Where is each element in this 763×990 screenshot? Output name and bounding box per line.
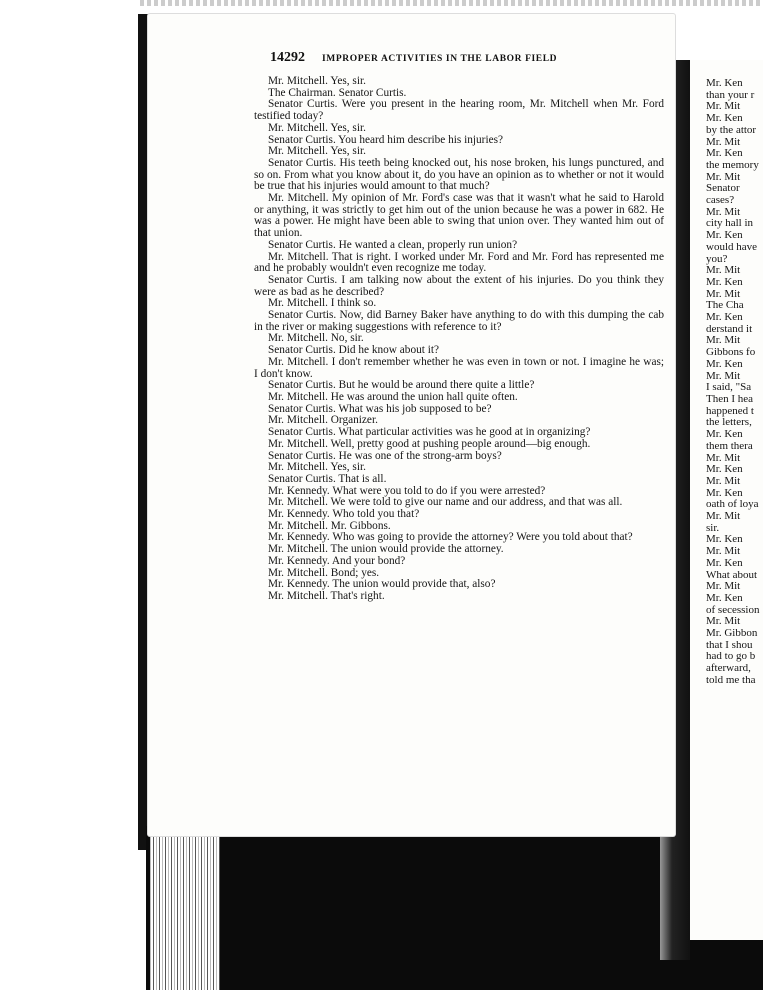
paragraph: Mr. Mitchell. I don't remember whether he was even in town or not. I imagine he was; I don't know.	[254, 355, 664, 380]
right-page	[690, 60, 763, 940]
paragraph: Mr. Kennedy. The union would provide that, also?	[268, 578, 496, 591]
line-fragment: Mr. Mit	[706, 615, 741, 628]
paragraph: Mr. Mitchell. Organizer.	[268, 414, 378, 427]
paragraph: Mr. Mitchell. We were told to give our name and our address, and that was all.	[268, 496, 623, 509]
line-fragment: I said, "Sa	[706, 381, 752, 394]
paragraph: Senator Curtis. What particular activities was he good at in organizing?	[268, 426, 591, 439]
line-fragment: Mr. Ken	[706, 275, 743, 288]
paragraph: Mr. Mitchell. I think so.	[268, 297, 377, 310]
line-fragment: Mr. Ken	[706, 311, 743, 324]
line-fragment: Mr. Mit	[706, 510, 741, 523]
line-fragment: cases?	[706, 194, 735, 207]
line-fragment: Mr. Ken	[706, 463, 743, 476]
line-fragment: Mr. Mit	[706, 205, 741, 218]
line-fragment: the letters,	[706, 416, 752, 429]
line-fragment: Mr. Ken	[706, 533, 743, 546]
line-fragment: Mr. Ken	[706, 112, 743, 125]
right-page-column	[706, 78, 763, 687]
paragraph: Senator Curtis. Were you present in the hearing room, Mr. Mitchell when Mr. Ford testified today?	[254, 98, 664, 123]
line-fragment: by the attor	[706, 123, 757, 136]
line-fragment: them thera	[706, 439, 753, 452]
line-fragment: Mr. Ken	[706, 357, 743, 370]
scan-border	[138, 14, 148, 850]
line-fragment: Mr. Ken	[706, 486, 743, 499]
paragraph: Mr. Kennedy. Who was going to provide the attorney? Were you told about that?	[268, 531, 633, 544]
book-binding	[150, 820, 220, 990]
line-fragment: Gibbons fo	[706, 346, 756, 359]
scan-margin	[0, 0, 140, 990]
paragraph: Mr. Mitchell. He was around the union hall quite often.	[268, 390, 518, 403]
paragraph: Senator Curtis. That is all.	[268, 472, 387, 485]
line-fragment: Mr. Ken	[706, 229, 743, 242]
line-fragment: Mr. Ken	[706, 428, 743, 441]
page-header	[270, 50, 670, 66]
paragraph: Mr. Mitchell. Yes, sir.	[268, 461, 366, 474]
left-page	[148, 14, 675, 836]
paragraph: Mr. Mitchell. Yes, sir.	[268, 145, 366, 158]
line-fragment: What about	[706, 568, 758, 581]
line-fragment: Mr. Mit	[706, 135, 741, 148]
line-fragment: would have	[706, 240, 758, 253]
paragraph: Mr. Kennedy. Who told you that?	[268, 508, 420, 521]
line-fragment: oath of loya	[706, 498, 759, 511]
line-fragment: Mr. Mit	[706, 451, 741, 464]
paragraph: Mr. Mitchell. My opinion of Mr. Ford's case was that it wasn't what he said to Harold or anything, it was strictly to get him out of the union because he was a power in 682. He was a power. He might have been able to swing that union over. They wanted him out of that union.	[254, 192, 664, 240]
line-fragment: derstand it	[706, 322, 753, 335]
running-title: IMPROPER ACTIVITIES IN THE LABOR FIELD	[322, 54, 558, 64]
paragraph: Senator Curtis. You heard him describe his injuries?	[268, 133, 504, 146]
paragraph: Mr. Mitchell. Yes, sir.	[268, 121, 366, 134]
line-fragment: happened t	[706, 404, 754, 417]
line-fragment: city hall in	[706, 217, 754, 230]
paragraph: Mr. Mitchell. Yes, sir.	[268, 75, 366, 87]
line-fragment: Mr. Ken	[706, 556, 743, 569]
paragraph: Senator Curtis. Did he know about it?	[268, 344, 439, 357]
paragraph: Mr. Mitchell. No, sir.	[268, 332, 364, 345]
line-fragment: Mr. Gibbon	[706, 627, 758, 640]
line-fragment: The Cha	[706, 299, 744, 312]
paragraph: Mr. Mitchell. Well, pretty good at pushing people around—big enough.	[268, 437, 591, 450]
paragraph: Senator Curtis. His teeth being knocked out, his nose broken, his lungs punctured, and so on. From what you know about it, do you have an opinion as to whether or not it would be true that his injuries would amount to that much?	[254, 156, 664, 193]
paragraph: Mr. Mitchell. That is right. I worked under Mr. Ford and Mr. Ford has represented me and he probably wouldn't even recognize me today.	[254, 250, 664, 275]
line-fragment: Mr. Ken	[706, 591, 743, 604]
transcript-body	[254, 76, 664, 603]
line-fragment: that I shou	[706, 638, 753, 651]
paragraph: Mr. Kennedy. What were you told to do if you were arrested?	[268, 484, 546, 497]
paragraph: Mr. Kennedy. And your bond?	[268, 554, 406, 567]
paragraph: Mr. Mitchell. Mr. Gibbons.	[268, 519, 391, 532]
paragraph: Senator Curtis. He was one of the strong-arm boys?	[268, 449, 502, 462]
line-fragment: the memory	[706, 158, 759, 171]
paragraph: Mr. Mitchell. The union would provide the attorney.	[268, 543, 504, 556]
paragraph: The Chairman. Senator Curtis.	[268, 86, 407, 99]
line-fragment: Mr. Mit	[706, 580, 741, 593]
line-fragment: Mr. Mit	[706, 170, 741, 183]
line-fragment: you?	[706, 252, 728, 265]
paragraph: Senator Curtis. What was his job supposed to be?	[268, 402, 492, 415]
line-fragment: sir.	[706, 521, 720, 534]
line-fragment: Mr. Mit	[706, 264, 741, 277]
line-fragment: Then I hea	[706, 392, 754, 405]
line-fragment: Mr. Mit	[706, 100, 741, 113]
line-fragment: Mr. Mit	[706, 369, 741, 382]
line-fragment: of secession	[706, 603, 760, 616]
line-fragment: Mr. Mit	[706, 287, 741, 300]
paragraph: Senator Curtis. He wanted a clean, properly run union?	[268, 238, 518, 251]
paragraph: Mr. Mitchell. That's right.	[268, 589, 385, 602]
line-fragment: Mr. Ken	[706, 77, 743, 89]
paragraph: Mr. Mitchell. Bond; yes.	[268, 566, 380, 579]
page-number: 14292	[270, 50, 305, 65]
line-fragment: Mr. Mit	[706, 545, 741, 558]
line-fragment: Senator	[706, 182, 740, 195]
line-fragment: told me tha	[706, 673, 756, 686]
line-fragment: had to go b	[706, 650, 756, 663]
line-fragment: Mr. Mit	[706, 474, 741, 487]
line-fragment: Mr. Mit	[706, 334, 741, 347]
paragraph: Senator Curtis. Now, did Barney Baker have anything to do with this dumping the cab in the river or making suggestions with reference to it?	[254, 309, 664, 333]
line-fragment: Mr. Ken	[706, 147, 743, 160]
line-fragment: than your r	[706, 88, 755, 101]
line-fragment: afterward,	[706, 662, 751, 675]
paragraph: Senator Curtis. But he would be around there quite a little?	[268, 379, 535, 392]
paragraph: Senator Curtis. I am talking now about the extent of his injuries. Do you think they were as bad as he described?	[254, 273, 664, 298]
